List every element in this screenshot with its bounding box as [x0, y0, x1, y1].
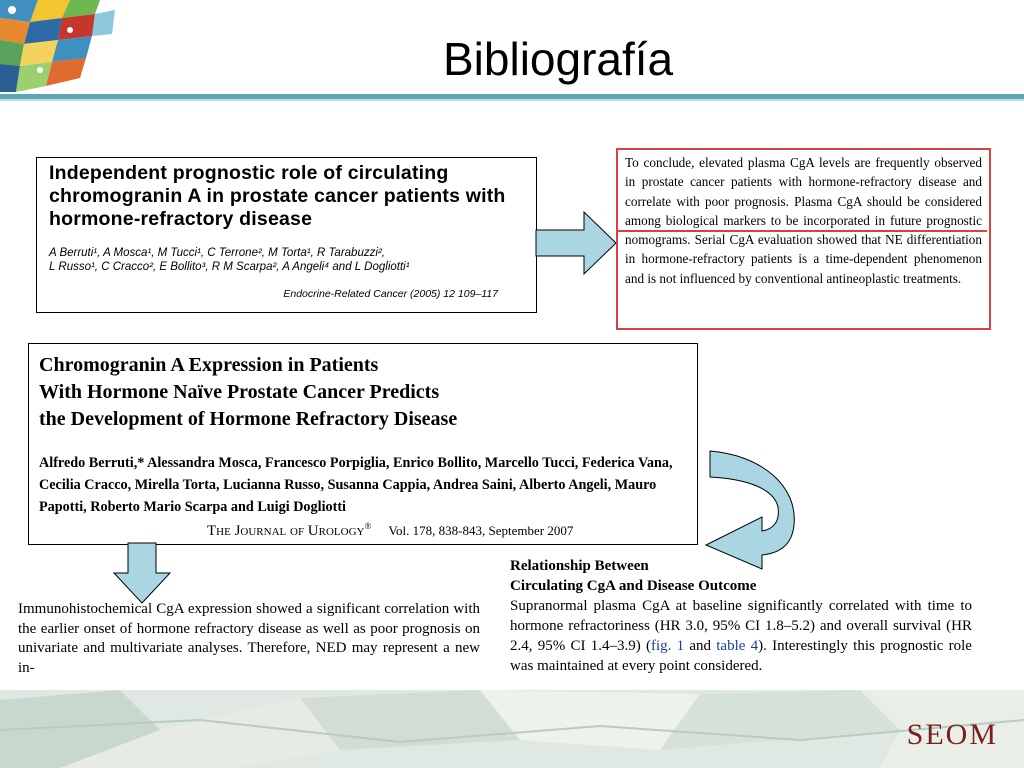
paper2-title-line1: Chromogranin A Expression in Patients	[39, 354, 379, 376]
excerpt-right-text-b: and	[684, 638, 717, 654]
paper1-authors-line2: L Russo¹, C Cracco², E Bollito³, R M Scarpa², A Angeli⁴ and L Dogliotti¹	[49, 261, 410, 273]
arrow-right-icon	[536, 212, 620, 274]
paper1-journal: Endocrine-Related Cancer (2005) 12 109–117	[283, 288, 498, 300]
paper1-title: Independent prognostic role of circulating chromogranin A in prostate cancer patients with hormone-refractory disease	[49, 162, 506, 230]
paper2-journal-mark: ®	[364, 521, 372, 531]
title-rule-light	[0, 99, 1024, 101]
excerpt-left-text: Immunohistochemical CgA expression showed a significant correlation with the earlier onset of hormone refractory disease as well as poor prognosis on univariate and multivariate analyses. Therefore, NED may represent a new in-	[18, 601, 480, 676]
arrow-down-icon	[112, 543, 172, 605]
excerpt-right-heading-line2: Circulating CgA and Disease Outcome	[510, 578, 757, 594]
seom-logo: SEOM	[906, 718, 998, 751]
excerpt-right-text-a: Supranormal plasma CgA at baseline significantly correlated with time to hormone refractoriness (HR 3.0, 95% CI 1.8–5.2) and overall survival (HR 2.4, 95% CI 1.4–3.9) (	[510, 598, 972, 654]
paper2-authors: Alfredo Berruti,* Alessandra Mosca, Francesco Porpiglia, Enrico Bollito, Marcello Tucci, Federica Vana, Cecilia Cracco, Mirella Torta, Lucianna Russo, Susanna Cappia, Andrea Saini, Alberto Angeli, Mauro Papotti, Roberto Mario Scarpa and Luigi Dogliotti	[39, 455, 673, 515]
paper1-authors	[49, 246, 529, 274]
excerpt-right-heading	[510, 556, 980, 596]
slide-title: Bibliografía	[443, 33, 674, 85]
paper2-title-line2: With Hormone Naïve Prostate Cancer Predicts	[39, 381, 440, 403]
conclusion-quote-text: To conclude, elevated plasma CgA levels are frequently observed in prostate cancer patients with hormone-refractory disease and correlate with poor prognosis. Plasma CgA should be considered among biological markers to be incorporated in future prognostic nomograms. Serial CgA evaluation showed that NE differentiation in hormone-refractory patients is a time-dependent phenomenon and is not influenced by conventional antineoplastic treatments.	[625, 155, 982, 286]
excerpt-right-text-c: ). Interestingly this prognostic role was maintained at every point considered.	[510, 638, 972, 674]
paper2-journal-name: The Journal of Urology	[207, 523, 365, 539]
paper2-journal-details: Vol. 178, 838-843, September 2007	[388, 523, 574, 538]
mosaic-footer	[0, 690, 1024, 768]
paper1-citation-box	[36, 157, 537, 313]
paper2-title-line3: the Development of Hormone Refractory Disease	[39, 408, 458, 430]
paper2-citation-box	[28, 343, 698, 545]
paper1-authors-line1: A Berruti¹, A Mosca¹, M Tucci¹, C Terrone², M Torta¹, R Tarabuzzi²,	[49, 247, 385, 259]
excerpt-right-heading-line1: Relationship Between	[510, 558, 649, 574]
paper2-title	[39, 352, 679, 433]
paper2-journal	[207, 521, 573, 540]
figure-link[interactable]: fig. 1	[650, 638, 685, 654]
table-link[interactable]: table 4	[716, 638, 759, 654]
excerpt-right-text	[510, 596, 972, 676]
mosaic-logo	[0, 0, 115, 92]
